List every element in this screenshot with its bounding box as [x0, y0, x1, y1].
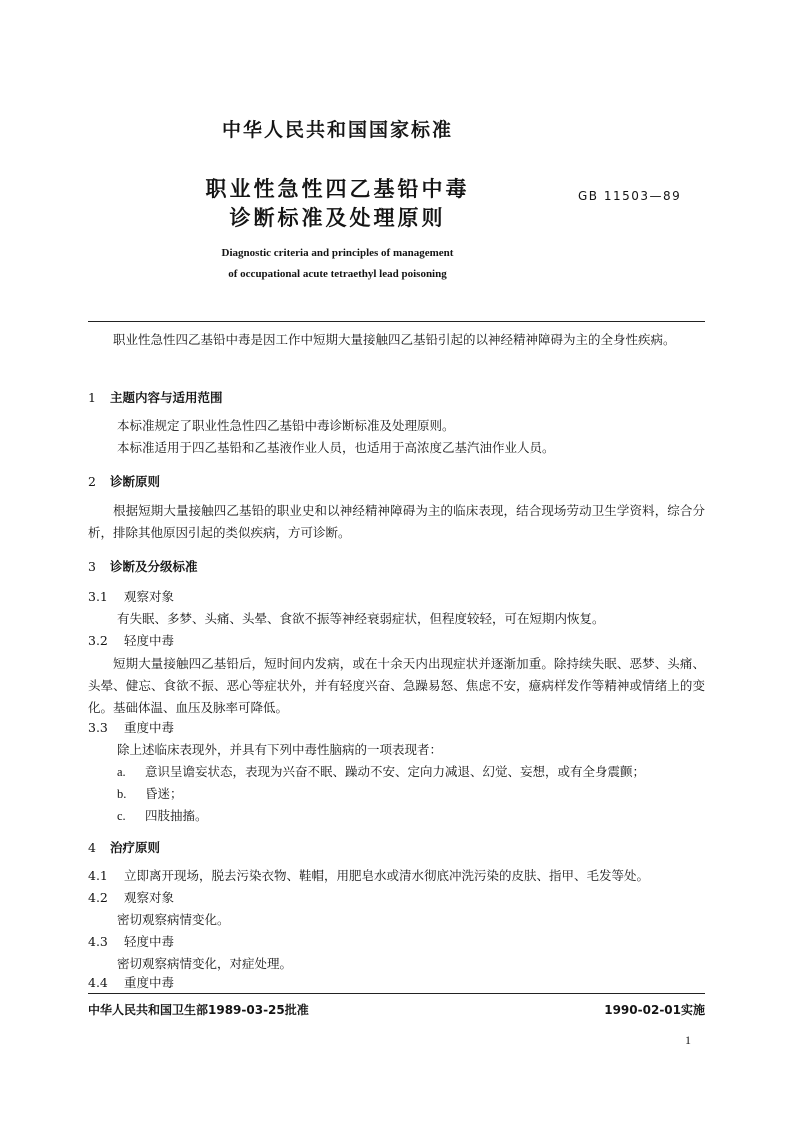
section-1-heading: [88, 388, 223, 406]
subsection-number: 4.1: [88, 868, 108, 883]
subsection-title: 轻度中毒: [124, 934, 175, 949]
section-title: 诊断及分级标准: [110, 559, 198, 574]
subsection-4-2-text: 密切观察病情变化。: [117, 912, 230, 927]
subsection-number: 3.3: [88, 720, 108, 735]
subsection-number: 3.1: [88, 589, 108, 604]
section-1-paragraph-1: 本标准规定了职业性急性四乙基铅中毒诊断标准及处理原则。: [117, 418, 455, 433]
section-number: 3: [88, 559, 96, 574]
document-title-line2: 诊断标准及处理原则: [229, 206, 446, 230]
list-item: [117, 784, 183, 802]
subsection-title: 观察对象: [124, 589, 175, 604]
intro-paragraph: 职业性急性四乙基铅中毒是因工作中短期大量接触四乙基铅引起的以神经精神障碍为主的全身性疾病。: [113, 332, 676, 347]
section-title: 治疗原则: [110, 840, 161, 855]
subsection-4-4-heading: [88, 973, 174, 991]
list-item: [117, 762, 645, 780]
list-marker: c.: [117, 809, 126, 823]
top-divider: [88, 321, 705, 322]
section-3-heading: [88, 557, 198, 575]
subsection-3-1-text: 有失眠、多梦、头痛、头晕、食欲不振等神经衰弱症状，但程度较轻，可在短期内恢复。: [117, 611, 605, 626]
approval-note: 中华人民共和国卫生部1989-03-25批准: [88, 1003, 309, 1017]
list-item-text: 意识呈谵妄状态，表现为兴奋不眠、躁动不安、定向力减退、幻觉、妄想，或有全身震颤；: [145, 764, 646, 779]
section-2-paragraph: 根据短期大量接触四乙基铅的职业史和以神经精神障碍为主的临床表现，结合现场劳动卫生学资料，综合分析，排除其他原因引起的类似疾病，方可诊断。: [88, 503, 705, 540]
section-title: 主题内容与适用范围: [110, 390, 223, 405]
subsection-title: 观察对象: [124, 890, 175, 905]
section-number: 2: [88, 474, 96, 489]
subsection-3-3-heading: [88, 718, 174, 736]
subsection-3-2-heading: [88, 631, 174, 649]
section-1-paragraph-2: 本标准适用于四乙基铅和乙基液作业人员，也适用于高浓度乙基汽油作业人员。: [117, 440, 555, 455]
bottom-divider: [88, 993, 705, 994]
list-item: [117, 806, 208, 824]
subsection-title: 重度中毒: [124, 720, 175, 735]
list-item-text: 昏迷；: [145, 786, 183, 801]
subsection-3-1-heading: [88, 587, 174, 605]
standard-header: 中华人民共和国国家标准: [221, 119, 453, 141]
list-item-text: 四肢抽搐。: [145, 808, 208, 823]
section-number: 4: [88, 840, 96, 855]
effective-date: 1990-02-01实施: [604, 1003, 705, 1017]
subsection-4-3-heading: [88, 932, 174, 950]
subsection-3-2-text: 短期大量接触四乙基铅后，短时间内发病，或在十余天内出现症状并逐渐加重。除持续失眠、恶梦、头痛、头晕、健忘、食欲不振、恶心等症状外，并有轻度兴奋、急躁易怒、焦虑不安，癔病样发作等精神或情绪上的变化。基础体温、血压及脉率可降低。: [88, 656, 705, 715]
subsection-title: 重度中毒: [124, 975, 175, 990]
subsection-4-1: [88, 866, 649, 884]
english-title-line1: Diagnostic criteria and principles of management: [221, 247, 454, 259]
section-2-heading: [88, 472, 160, 490]
section-title: 诊断原则: [110, 474, 161, 489]
subsection-number: 3.2: [88, 633, 108, 648]
list-marker: a.: [117, 765, 126, 779]
section-4-heading: [88, 838, 160, 856]
subsection-number: 4.3: [88, 934, 108, 949]
english-title-line2: of occupational acute tetraethyl lead poisoning: [228, 268, 447, 280]
page-number: 1: [685, 1033, 691, 1047]
subsection-title: 轻度中毒: [124, 633, 175, 648]
subsection-4-2-heading: [88, 888, 174, 906]
subsection-text: 立即离开现场，脱去污染衣物、鞋帽，用肥皂水或清水彻底冲洗污染的皮肤、指甲、毛发等处。: [124, 868, 650, 883]
subsection-4-3-text: 密切观察病情变化，对症处理。: [117, 956, 293, 971]
subsection-number: 4.4: [88, 975, 108, 990]
list-marker: b.: [117, 787, 127, 801]
subsection-3-3-text: 除上述临床表现外，并具有下列中毒性脑病的一项表现者：: [117, 742, 443, 757]
standard-code: GB 11503—89: [578, 189, 682, 203]
section-number: 1: [88, 390, 96, 405]
subsection-number: 4.2: [88, 890, 108, 905]
document-title-line1: 职业性急性四乙基铅中毒: [205, 177, 470, 201]
